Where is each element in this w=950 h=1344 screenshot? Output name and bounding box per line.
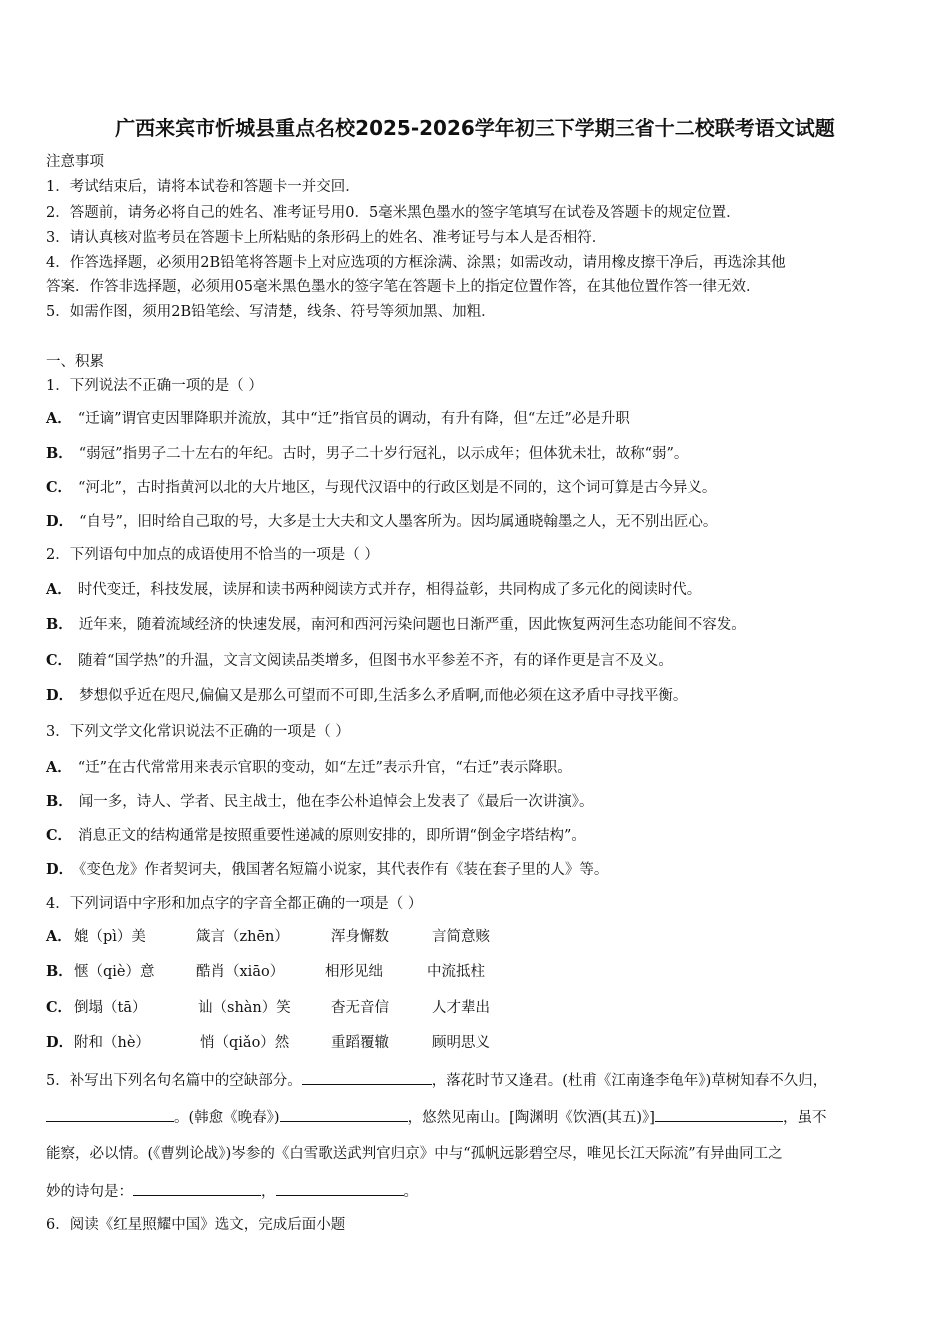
- option-d: [46, 686, 687, 706]
- option-label: A．: [46, 410, 72, 427]
- question-stem: 3．下列文学文化常识说法不正确的一项是（ ）: [46, 724, 350, 740]
- answer-blank[interactable]: [302, 1070, 432, 1085]
- option-text: 梦想似乎近在咫尺,偏偏又是那么可望而不可即,生活多么矛盾啊,而他必须在这矛盾中寻找平衡。: [79, 688, 688, 704]
- fill-text: 。: [403, 1184, 418, 1200]
- word-cell: 媲（pì）美: [74, 929, 146, 945]
- option-d: [46, 512, 717, 532]
- option-a: [46, 580, 701, 600]
- answer-blank[interactable]: [133, 1181, 261, 1196]
- notice-item: 2．答题前，请务必将自己的姓名、准考证号用0．5毫米黑色墨水的签字笔填写在试卷及答题卡的规定位置．: [46, 205, 741, 221]
- fill-text: ，: [261, 1184, 276, 1200]
- option-text: 消息正文的结构通常是按照重要性递减的原则安排的，即所谓“倒金字塔结构”。: [78, 828, 586, 844]
- option-text: 近年来，随着流域经济的快速发展，南河和西河污染问题也日渐严重，因此恢复两河生态功能间不容发。: [78, 617, 746, 633]
- notice-item: 5．如需作图，须用2B铅笔绘、写清楚，线条、符号等须加黑、加粗．: [46, 304, 496, 320]
- option-b: [46, 444, 688, 464]
- fill-text: 。(韩愈《晚春》): [174, 1110, 280, 1126]
- answer-blank[interactable]: [280, 1107, 408, 1122]
- option-label: D．: [46, 1034, 74, 1051]
- option-label: D．: [46, 687, 74, 704]
- option-label: B．: [46, 963, 73, 980]
- fill-line: [46, 1070, 827, 1091]
- fill-line: 能察，必以情。(《曹刿论战》)岑参的《白雪歌送武判官归京》中与“孤帆远影碧空尽，唯见长江天际流”有异曲同工之: [46, 1146, 783, 1162]
- option-text: 《变色龙》作者契诃夫，俄国著名短篇小说家，其代表作有《装在套子里的人》等。: [79, 862, 609, 878]
- option-text: “迁谪”谓官吏因罪降职并流放，其中“迁”指官员的调动，有升有降，但“左迁”必是升职: [77, 411, 630, 427]
- word-cell: 浑身懈数: [331, 929, 389, 945]
- word-cell: 中流抵柱: [427, 964, 485, 980]
- word-cell: 杳无音信: [331, 1000, 389, 1016]
- page-title: 广西来宾市忻城县重点名校2025-2026学年初三下学期三省十二校联考语文试题: [115, 116, 835, 140]
- option-label: D．: [46, 861, 74, 878]
- word-cell: 重蹈覆辙: [331, 1035, 389, 1051]
- option-label: C．: [46, 999, 73, 1016]
- option-b: [46, 615, 746, 635]
- word-cell: 惬（qiè）意: [74, 964, 155, 980]
- option-b: [46, 792, 594, 812]
- option-text: 时代变迁，科技发展，读屏和读书两种阅读方式并存，相得益彰，共同构成了多元化的阅读时代。: [77, 582, 702, 598]
- answer-blank[interactable]: [276, 1181, 404, 1196]
- word-cell: 言简意赅: [432, 929, 490, 945]
- fill-text: ，落花时节又逢君。(杜甫《江南逢李龟年》)草树知春不久归，: [431, 1073, 828, 1089]
- option-label: D．: [46, 513, 74, 530]
- word-cell: 酷肖（xiāo）: [196, 964, 285, 980]
- notice-item: 3．请认真核对监考员在答题卡上所粘贴的条形码上的姓名、准考证号与本人是否相符．: [46, 230, 607, 246]
- option-c: [46, 478, 716, 498]
- option-label: B．: [46, 793, 73, 810]
- notice-item: 答案．作答非选择题，必须用05毫米黑色墨水的签字笔在答题卡上的指定位置作答，在其他位置作答一律无效．: [46, 279, 761, 295]
- option-c: [46, 826, 586, 846]
- notice-item: 1．考试结束后，请将本试卷和答题卡一并交回．: [46, 179, 360, 195]
- option-text: 随着“国学热”的升温，文言文阅读品类增多，但图书水平参差不齐，有的译作更是言不及义。: [78, 653, 673, 669]
- fill-line: [46, 1181, 418, 1202]
- word-cell: 倒塌（tā）: [74, 1000, 147, 1016]
- question-stem: 1．下列说法不正确一项的是（ ）: [46, 378, 263, 394]
- option-label: B．: [46, 445, 73, 462]
- option-text: “自号”，旧时给自己取的号，大多是士大夫和文人墨客所为。因均属通晓翰墨之人，无不别出匠心。: [79, 514, 718, 530]
- answer-blank[interactable]: [655, 1107, 783, 1122]
- answer-blank[interactable]: [46, 1107, 174, 1122]
- question-stem: 5．补写出下列名句名篇中的空缺部分。: [46, 1073, 302, 1089]
- question-stem: 4．下列词语中字形和加点字的字音全都正确的一项是（ ）: [46, 896, 423, 912]
- option-label: A．: [46, 581, 72, 598]
- option-label: C．: [46, 827, 73, 844]
- word-cell: 悄（qiǎo）然: [200, 1035, 290, 1051]
- fill-text: ，虽不: [782, 1110, 827, 1126]
- word-cell: 顾明思义: [432, 1035, 490, 1051]
- notice-heading: 注意事项: [46, 154, 104, 170]
- question-stem: 6．阅读《红星照耀中国》选文，完成后面小题: [46, 1217, 346, 1233]
- option-text: “弱冠”指男子二十左右的年纪。古时，男子二十岁行冠礼，以示成年；但体犹未壮，故称“弱”。: [78, 446, 689, 462]
- option-d: [46, 860, 608, 880]
- option-label: C．: [46, 479, 73, 496]
- word-cell: 附和（hè）: [74, 1035, 150, 1051]
- fill-line: [46, 1107, 826, 1128]
- option-text: “河北”，古时指黄河以北的大片地区，与现代汉语中的行政区划是不同的，这个词可算是古今异义。: [78, 480, 717, 496]
- option-label: C．: [46, 652, 73, 669]
- question-stem: 2．下列语句中加点的成语使用不恰当的一项是（ ）: [46, 547, 379, 563]
- fill-text: 妙的诗句是：: [46, 1184, 133, 1200]
- option-a: [46, 758, 572, 778]
- option-text: 闻一多，诗人、学者、民主战士，他在李公朴追悼会上发表了《最后一次讲演》。: [78, 794, 594, 810]
- option-label: A．: [46, 928, 72, 945]
- word-cell: 讪（shàn）笑: [198, 1000, 291, 1016]
- section-heading: 一、积累: [46, 354, 104, 370]
- option-a: [46, 927, 78, 947]
- word-cell: 箴言（zhēn）: [196, 929, 289, 945]
- option-label: A．: [46, 759, 72, 776]
- option-c: [46, 651, 673, 671]
- word-cell: 相形见绌: [325, 964, 383, 980]
- option-label: B．: [46, 616, 73, 633]
- word-cell: 人才辈出: [432, 1000, 490, 1016]
- option-text: “迁”在古代常常用来表示官职的变动，如“左迁”表示升官，“右迁”表示降职。: [77, 760, 572, 776]
- notice-item: 4．作答选择题，必须用2B铅笔将答题卡上对应选项的方框涂满、涂黑；如需改动，请用橡皮擦干净后，再选涂其他: [46, 255, 786, 271]
- fill-text: ，悠然见南山。[陶渊明《饮酒(其五)》]: [407, 1110, 655, 1126]
- option-a: [46, 409, 630, 429]
